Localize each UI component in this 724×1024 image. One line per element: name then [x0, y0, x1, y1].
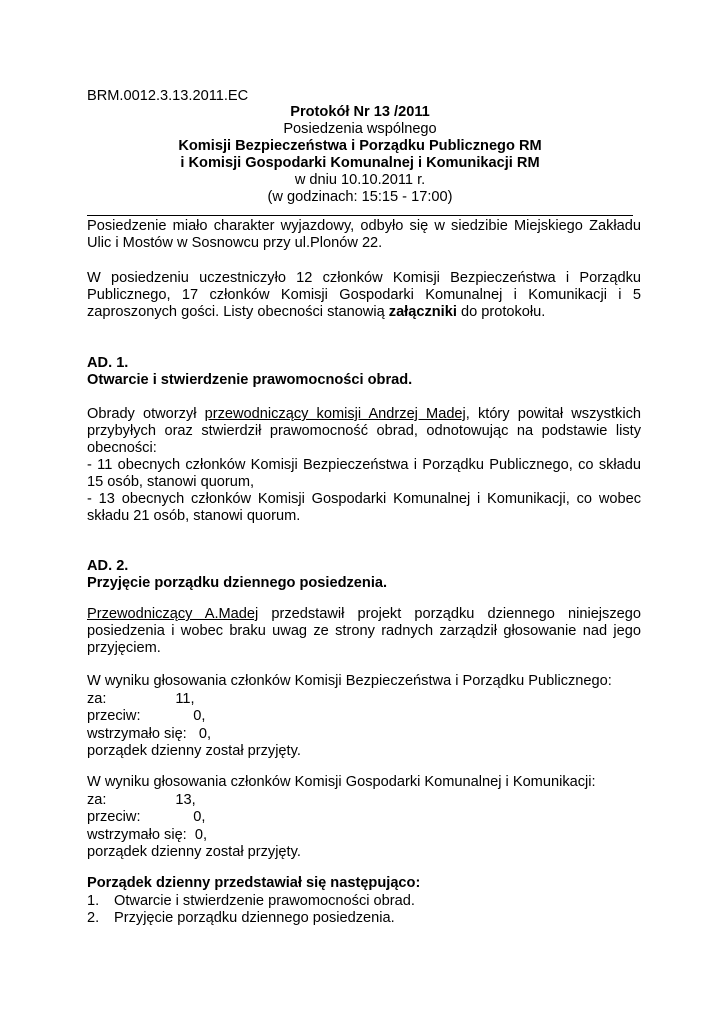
intro-line-2: Ulic i Mostów w Sosnowcu przy ul.Plonów 22.	[87, 235, 383, 251]
agenda-heading: Porządek dzienny przedstawiał się następująco:	[87, 875, 421, 891]
attendance-line-2: Publicznego, 17 członków Komisji Gospodarki Komunalnej i Komunikacji i 5	[87, 287, 641, 303]
ad2-heading: AD. 2.	[87, 558, 129, 574]
attendance-paragraph	[87, 270, 641, 321]
agenda-item	[87, 893, 420, 911]
agenda-item-text: Otwarcie i stwierdzenie prawomocności obrad.	[114, 892, 415, 909]
vote-block-security	[87, 673, 612, 761]
vote-intro: W wyniku głosowania członków Komisji Gospodarki Komunalnej i Komunikacji:	[87, 774, 596, 790]
ad2-section	[87, 558, 641, 592]
ad1-text-cont: , który powitał wszystkich	[465, 406, 641, 422]
chairman-short-name: Przewodniczący A.Madej	[87, 606, 259, 622]
vote-abstained: wstrzymało się: 0,	[87, 725, 212, 742]
ad1-line-2: przybyłych oraz stwierdził prawomocność obrad, odnotowując na podstawie listy	[87, 423, 641, 439]
vote-against: przeciw: 0,	[87, 708, 206, 724]
ad1-paragraph	[87, 406, 641, 525]
vote-against: przeciw: 0,	[87, 809, 206, 825]
ad2-line-1	[87, 606, 641, 623]
vote-result: porządek dzienny został przyjęty.	[87, 844, 301, 860]
vote-result: porządek dzienny został przyjęty.	[87, 743, 301, 759]
vote-block-communal	[87, 774, 596, 862]
attendance-line-3	[87, 304, 641, 321]
ad1-line-6: - 13 obecnych członków Komisji Gospodarki Komunalnej i Komunikacji, co wobec	[87, 491, 641, 507]
agenda-item-number: 1.	[87, 892, 100, 909]
chairman-name: przewodniczący komisji Andrzej Madej	[204, 406, 466, 422]
ad2-subheading: Przyjęcie porządku dziennego posiedzenia.	[87, 575, 388, 591]
ad2-text: przedstawił projekt porządku dziennego niniejszego	[258, 606, 641, 622]
vote-abstained: wstrzymało się: 0,	[87, 826, 208, 843]
ad1-line-4: - 11 obecnych członków Komisji Bezpieczeństwa i Porządku Publicznego, co składu	[87, 457, 641, 473]
ad1-heading: AD. 1.	[87, 355, 129, 371]
header-line-committee-2: i Komisji Gospodarki Komunalnej i Komunikacji RM	[180, 155, 540, 171]
ad2-line-3: przyjęciem.	[87, 640, 161, 656]
agenda-item	[87, 910, 420, 928]
protocol-title: Protokół Nr 13 /2011	[290, 104, 430, 120]
agenda-block	[87, 875, 420, 928]
agenda-item-text: Przyjęcie porządku dziennego posiedzenia.	[114, 910, 395, 926]
agenda-item-number: 2.	[87, 910, 100, 926]
header-divider	[87, 215, 633, 216]
protocol-header	[87, 104, 633, 206]
header-line-meeting: Posiedzenia wspólnego	[283, 121, 437, 137]
header-line-date: w dniu 10.10.2011 r.	[294, 172, 426, 188]
attendance-text: zaproszonych gości. Listy obecności stanowią	[87, 304, 389, 320]
ad1-line-1	[87, 406, 641, 423]
attachments-label: załączniki	[388, 304, 457, 320]
ad1-line-7: składu 21 osób, stanowi quorum.	[87, 508, 301, 524]
intro-line-1: Posiedzenie miało charakter wyjazdowy, odbyło się w siedzibie Miejskiego Zakładu	[87, 218, 641, 234]
ad1-line-5: 15 osób, stanowi quorum,	[87, 474, 255, 490]
ad1-subheading: Otwarcie i stwierdzenie prawomocności obrad.	[87, 372, 413, 388]
ad2-paragraph	[87, 606, 641, 657]
document-reference: BRM.0012.3.13.2011.EC	[87, 88, 249, 104]
ad1-section	[87, 355, 641, 389]
intro-paragraph	[87, 218, 641, 252]
header-line-hours: (w godzinach: 15:15 - 17:00)	[267, 189, 453, 205]
attendance-line-1: W posiedzeniu uczestniczyło 12 członków Komisji Bezpieczeństwa i Porządku	[87, 270, 641, 286]
header-line-committee-1: Komisji Bezpieczeństwa i Porządku Publicznego RM	[178, 138, 542, 154]
ad1-text: Obrady otworzył	[87, 406, 205, 422]
attendance-text-end: do protokołu.	[456, 304, 546, 320]
vote-for: za: 13,	[87, 791, 196, 808]
vote-intro: W wyniku głosowania członków Komisji Bezpieczeństwa i Porządku Publicznego:	[87, 673, 612, 689]
vote-for: za: 11,	[87, 690, 195, 707]
ad2-line-2: posiedzenia i wobec braku uwag ze strony radnych zarządził głosowanie nad jego	[87, 623, 641, 639]
ad1-line-3: obecności:	[87, 440, 157, 456]
